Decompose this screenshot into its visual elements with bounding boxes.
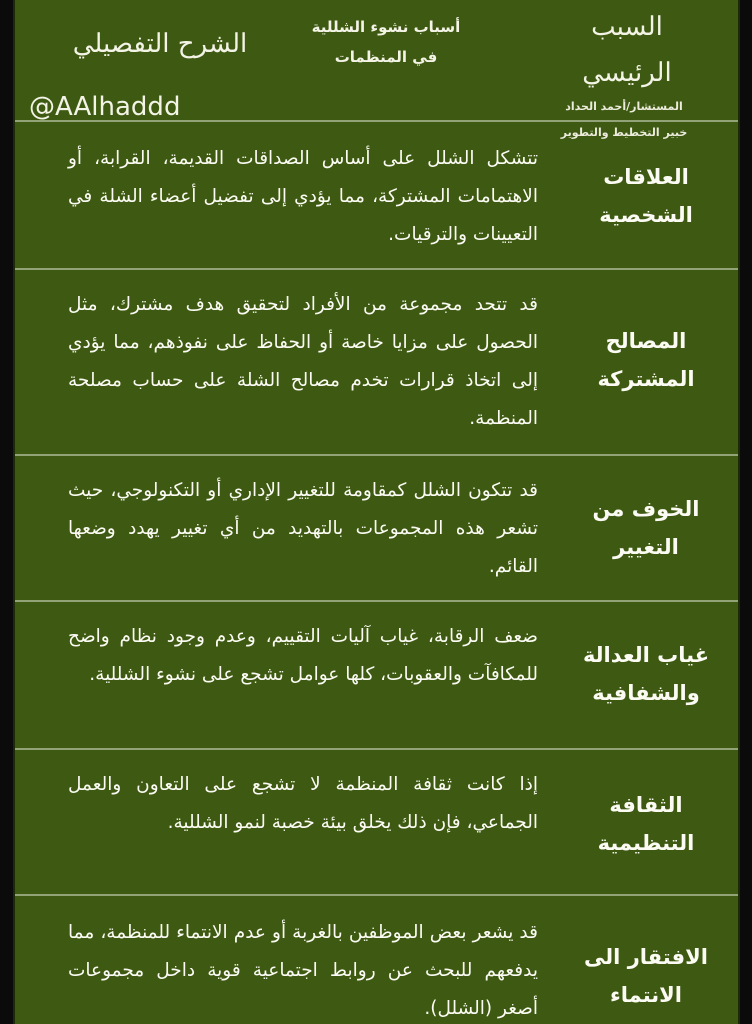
table-header (15, 0, 738, 120)
page-title (266, 12, 506, 72)
page-title-line2: في المنظمات (334, 48, 438, 66)
row-cause-line2: والشفافية (592, 681, 700, 705)
main-cause-heading-line1: السبب (591, 12, 663, 42)
row-cause-line2: المشتركة (597, 367, 695, 391)
row-cause (566, 158, 726, 234)
row-cause-line1: غياب العدالة (582, 643, 710, 667)
row-detail: قد تتكون الشلل كمقاومة للتغيير الإداري أو التكنولوجي، حيث تشعر هذه المجموعات بالتهديد من أي تغيير يهدد وضعها القائم. (68, 480, 538, 577)
row-cause-line1: الخوف من (592, 497, 700, 521)
row-detail: قد يشعر بعض الموظفين بالغربة أو عدم الانتماء للمنظمة، مما يدفعهم للبحث عن روابط اجتماعية قوية داخل مجموعات أصغر (الشلل). (68, 922, 538, 1019)
row-cause (566, 322, 726, 398)
row-cause-line2: التغيير (613, 535, 679, 559)
row-cause (566, 490, 726, 566)
table-row (15, 894, 738, 1024)
row-cause-line2: الشخصية (599, 203, 693, 227)
row-cause (566, 636, 726, 712)
main-cause-heading-line2: الرئيسي (582, 58, 672, 88)
row-cause (566, 786, 726, 862)
main-cause-heading (552, 4, 702, 96)
row-cause-line2: التنظيمية (597, 831, 695, 855)
row-detail: قد تتحد مجموعة من الأفراد لتحقيق هدف مشترك، مثل الحصول على مزايا خاصة أو الحفاظ على نفوذهم، مما يؤدي إلى اتخاذ قرارات تخدم مصالح الشلة على حساب مصلحة المنظمة. (68, 294, 538, 429)
detail-heading: الشرح التفصيلي (72, 29, 248, 59)
content-panel (13, 0, 740, 1024)
row-detail: ضعف الرقابة، غياب آليات التقييم، وعدم وجود نظام واضح للمكافآت والعقوبات، كلها عوامل تشجع على نشوء الشللية. (68, 626, 538, 685)
table-row (15, 600, 738, 748)
row-cause-line1: الثقافة (609, 793, 683, 817)
row-cause (566, 938, 726, 1014)
row-cause-line1: العلاقات (603, 165, 689, 189)
table-row (15, 454, 738, 600)
row-detail: تتشكل الشلل على أساس الصداقات القديمة، القرابة، أو الاهتمامات المشتركة، مما يؤدي إلى تفضيل أعضاء الشلة في التعيينات والترقيات. (68, 148, 538, 245)
page-title-line1: أسباب نشوء الشللية (311, 18, 461, 36)
consultant-name: المستشار/أحمد الحداد (565, 100, 683, 113)
table-row (15, 748, 738, 894)
table-row (15, 268, 738, 454)
row-cause-line2: الانتماء (610, 983, 682, 1007)
row-detail: إذا كانت ثقافة المنظمة لا تشجع على التعاون والعمل الجماعي، فإن ذلك يخلق بيئة خصبة لنمو الشللية. (68, 774, 538, 833)
consultant-role: خبير التخطيط والتطوير (560, 126, 688, 139)
table-row (15, 120, 738, 268)
row-cause-line1: الافتقار الى (584, 945, 708, 969)
author-handle: @AAlhaddd (29, 92, 181, 122)
row-cause-line1: المصالح (605, 329, 687, 353)
